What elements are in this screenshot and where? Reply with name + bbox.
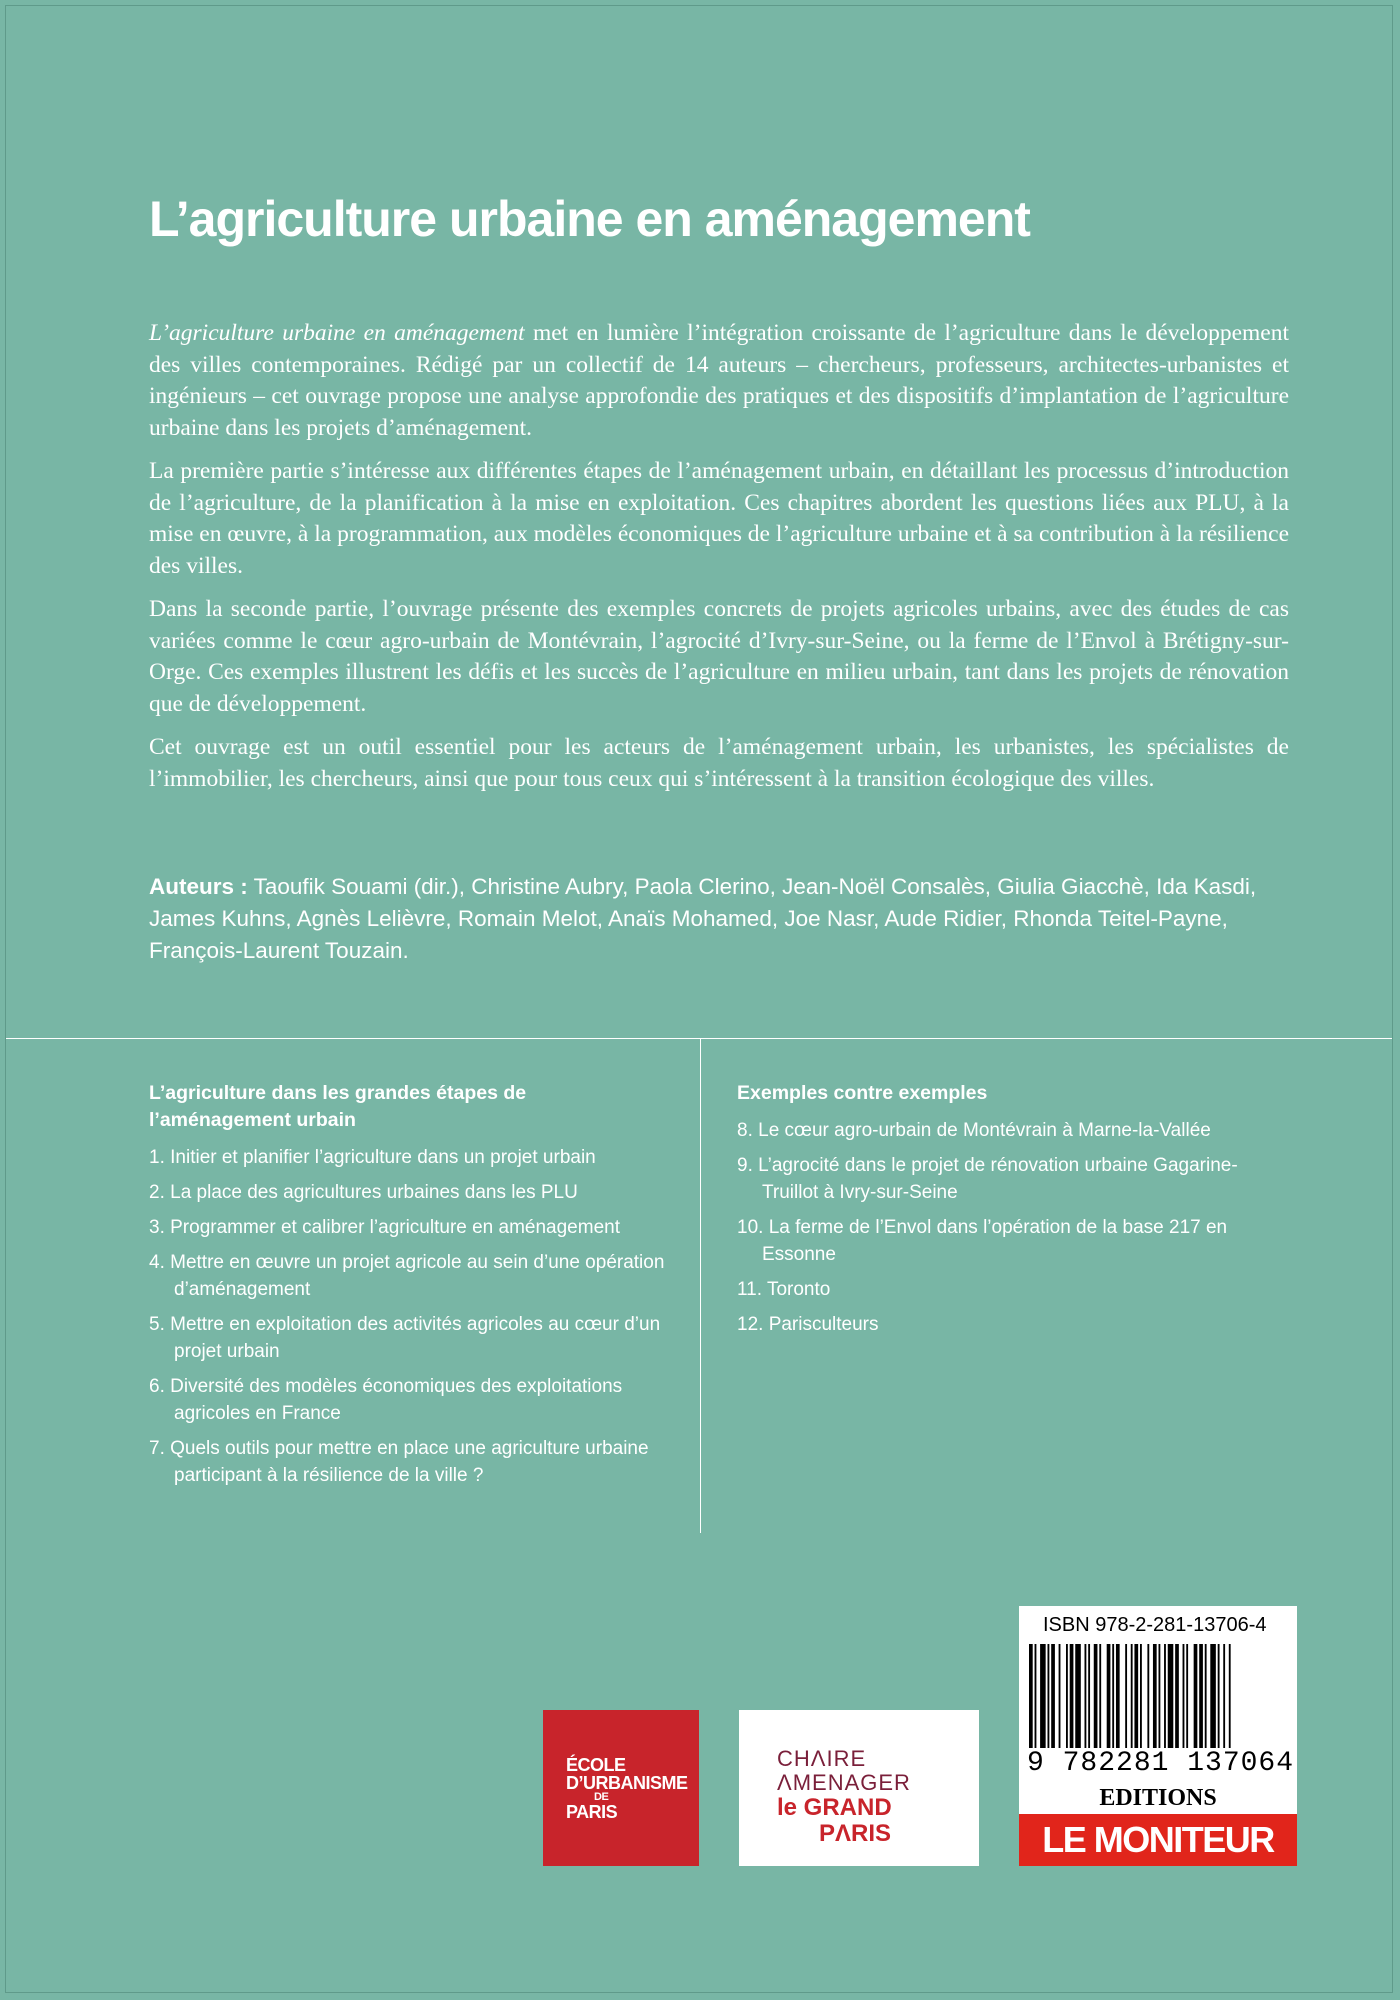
- horizontal-divider: [6, 1038, 1392, 1039]
- barcode-bar: [1175, 1644, 1179, 1748]
- description-paragraph-1: [149, 318, 1289, 444]
- editions-label: EDITIONS: [1019, 1782, 1297, 1814]
- book-title: L’agriculture urbaine en aménagement: [149, 191, 1030, 247]
- barcode-bar: [1164, 1644, 1166, 1748]
- ecole-urbanisme-paris-logo: [543, 1710, 699, 1866]
- barcode-bar: [1094, 1644, 1098, 1748]
- barcode-bar: [1116, 1644, 1120, 1748]
- barcode-bar: [1199, 1644, 1203, 1748]
- barcode-panel: [1019, 1606, 1297, 1782]
- book-description: [149, 318, 1289, 807]
- barcode-digits: 9 782281 137064: [1027, 1748, 1295, 1779]
- barcode-bar: [1153, 1644, 1157, 1748]
- toc-item: 9. L’agrocité dans le projet de rénovation urbaine Gagarine-Truillot à Ivry-sur-Seine: [737, 1155, 1238, 1203]
- eup-line-2: D’URBANISME: [566, 1772, 688, 1793]
- toc-item: 2. La place des agricultures urbaines dans les PLU: [149, 1182, 578, 1203]
- barcode-bar: [1183, 1644, 1185, 1748]
- authors-block: [149, 871, 1309, 967]
- barcode-bar: [1186, 1644, 1188, 1748]
- barcode-bar: [1107, 1644, 1111, 1748]
- barcode-bar: [1112, 1644, 1114, 1748]
- le-moniteur-logo: LE MONITEUR: [1019, 1814, 1297, 1866]
- barcode-bar: [1223, 1644, 1225, 1748]
- barcode-bar: [1229, 1644, 1231, 1748]
- toc-item: 11. Toronto: [737, 1279, 831, 1300]
- toc-part-2: [737, 1080, 1277, 1346]
- toc-part-1-list: [149, 1144, 669, 1489]
- description-paragraph-2: La première partie s’intéresse aux différentes étapes de l’aménagement urbain, en détaillant les processus d’introduction de l’agriculture, de la planification à la mise en exploitation. Ces chapitres abordent les questions liées aux PLU, à la mise en œuvre, à la programmation, aux modèles économiques de l’agriculture urbaine et à sa contribution à la résilience des villes.: [149, 458, 1289, 579]
- barcode-bar: [1210, 1644, 1216, 1748]
- chaire-amenager-grand-paris-logo: [739, 1710, 979, 1866]
- toc-part-1: [149, 1080, 669, 1497]
- barcode-bar: [1048, 1644, 1050, 1748]
- barcode-bar: [1040, 1644, 1046, 1748]
- barcode-bar: [1099, 1644, 1101, 1748]
- toc-part-1-heading: L’agriculture dans les grandes étapes de l’aménagement urbain: [149, 1082, 527, 1131]
- isbn-number: ISBN 978-2-281-13706-4: [1043, 1614, 1267, 1636]
- barcode-bar: [1194, 1644, 1198, 1748]
- chaire-line-2: ΛMENAGER: [777, 1770, 911, 1795]
- barcode-bar: [1059, 1644, 1061, 1748]
- description-paragraph-3: Dans la seconde partie, l’ouvrage présente des exemples concrets de projets agricoles urbains, avec des études de cas variées comme le cœur agro-urbain de Montévrain, l’agrocité d’Ivry-sur-Seine, ou la ferme de l’Envol à Brétigny-sur-Orge. Ces exemples illustrent les défis et les succès de l’agriculture en milieu urbain, tant dans les projets de rénovation que de développement.: [149, 596, 1289, 717]
- barcode-bar: [1029, 1644, 1033, 1748]
- toc-item: 12. Parisculteurs: [737, 1314, 879, 1335]
- toc-item: 7. Quels outils pour mettre en place une agriculture urbaine participant à la résilience de la ville ?: [149, 1438, 649, 1486]
- barcode-bar: [1075, 1644, 1081, 1748]
- barcode-bar: [1066, 1644, 1068, 1748]
- barcode-bar: [1140, 1644, 1142, 1748]
- chaire-line-3: le GRAND: [777, 1794, 892, 1821]
- barcode-bar: [1218, 1644, 1220, 1748]
- description-paragraph-4: Cet ouvrage est un outil essentiel pour les acteurs de l’aménagement urbain, les urbanistes, les spécialistes de l’immobilier, les chercheurs, ainsi que pour tous ceux qui s’intéressent à la transition écologique des villes.: [149, 734, 1289, 792]
- toc-part-2-list: [737, 1117, 1277, 1338]
- chaire-line-4: PΛRIS: [819, 1820, 892, 1847]
- toc-item: 4. Mettre en œuvre un projet agricole au sein d’une opération d’aménagement: [149, 1252, 665, 1300]
- barcode-bar: [1088, 1644, 1090, 1748]
- authors-label: Auteurs :: [149, 874, 248, 899]
- toc-item: 5. Mettre en exploitation des activités agricoles au cœur d’un projet urbain: [149, 1314, 661, 1362]
- toc-item: 8. Le cœur agro-urbain de Montévrain à Marne-la-Vallée: [737, 1120, 1211, 1141]
- vertical-divider: [700, 1038, 701, 1533]
- barcode-bar: [1035, 1644, 1037, 1748]
- barcode-bar: [1085, 1644, 1087, 1748]
- eup-line-3: DE: [594, 1790, 609, 1803]
- toc-item: 6. Diversité des modèles économiques des exploitations agricoles en France: [149, 1376, 623, 1424]
- authors-names: Taoufik Souami (dir.), Christine Aubry, Paola Clerino, Jean-Noël Consalès, Giulia Giacchè, Ida Kasdi, James Kuhns, Agnès Lelièvre, Romain Melot, Anaïs Mohamed, Joe Nasr, Aude Ridier, Rhonda Teitel-Payne, François-Laurent Touzain.: [149, 874, 1257, 963]
- description-title-italic: L’agriculture urbaine en aménagement: [149, 320, 525, 346]
- barcode-bar: [1168, 1644, 1174, 1748]
- description-p1-text: met en lumière l’intégration croissante de l’agriculture dans le développement des villes contemporaines. Rédigé par un collectif de 14 auteurs – chercheurs, professeurs, architectes-urbanistes et ingénieurs – cet ouvrage propose une analyse approfondie des pratiques et des dispositifs d’implantation de l’agriculture urbaine dans les projets d’aménagement.: [149, 320, 1290, 441]
- toc-item: 3. Programmer et calibrer l’agriculture en aménagement: [149, 1217, 620, 1238]
- barcode-bar: [1159, 1644, 1161, 1748]
- barcode-bar: [1134, 1644, 1138, 1748]
- barcode-bar: [1070, 1644, 1074, 1748]
- barcode-icon: [1027, 1644, 1289, 1748]
- barcode-bar: [1131, 1644, 1133, 1748]
- barcode-bar: [1147, 1644, 1149, 1748]
- barcode-bar: [1125, 1644, 1127, 1748]
- chaire-line-1: CHΛIRE: [777, 1746, 867, 1771]
- eup-logo-text: [566, 1754, 688, 1822]
- barcode-bar: [1205, 1644, 1207, 1748]
- eup-line-4: PARIS: [566, 1801, 618, 1822]
- barcode-bar: [1051, 1644, 1055, 1748]
- toc-part-2-heading: Exemples contre exemples: [737, 1082, 988, 1104]
- toc-item: 10. La ferme de l’Envol dans l’opération de la base 217 en Essonne: [737, 1217, 1228, 1265]
- toc-item: 1. Initier et planifier l’agriculture dans un projet urbain: [149, 1147, 596, 1168]
- eup-line-1: ÉCOLE: [566, 1754, 626, 1775]
